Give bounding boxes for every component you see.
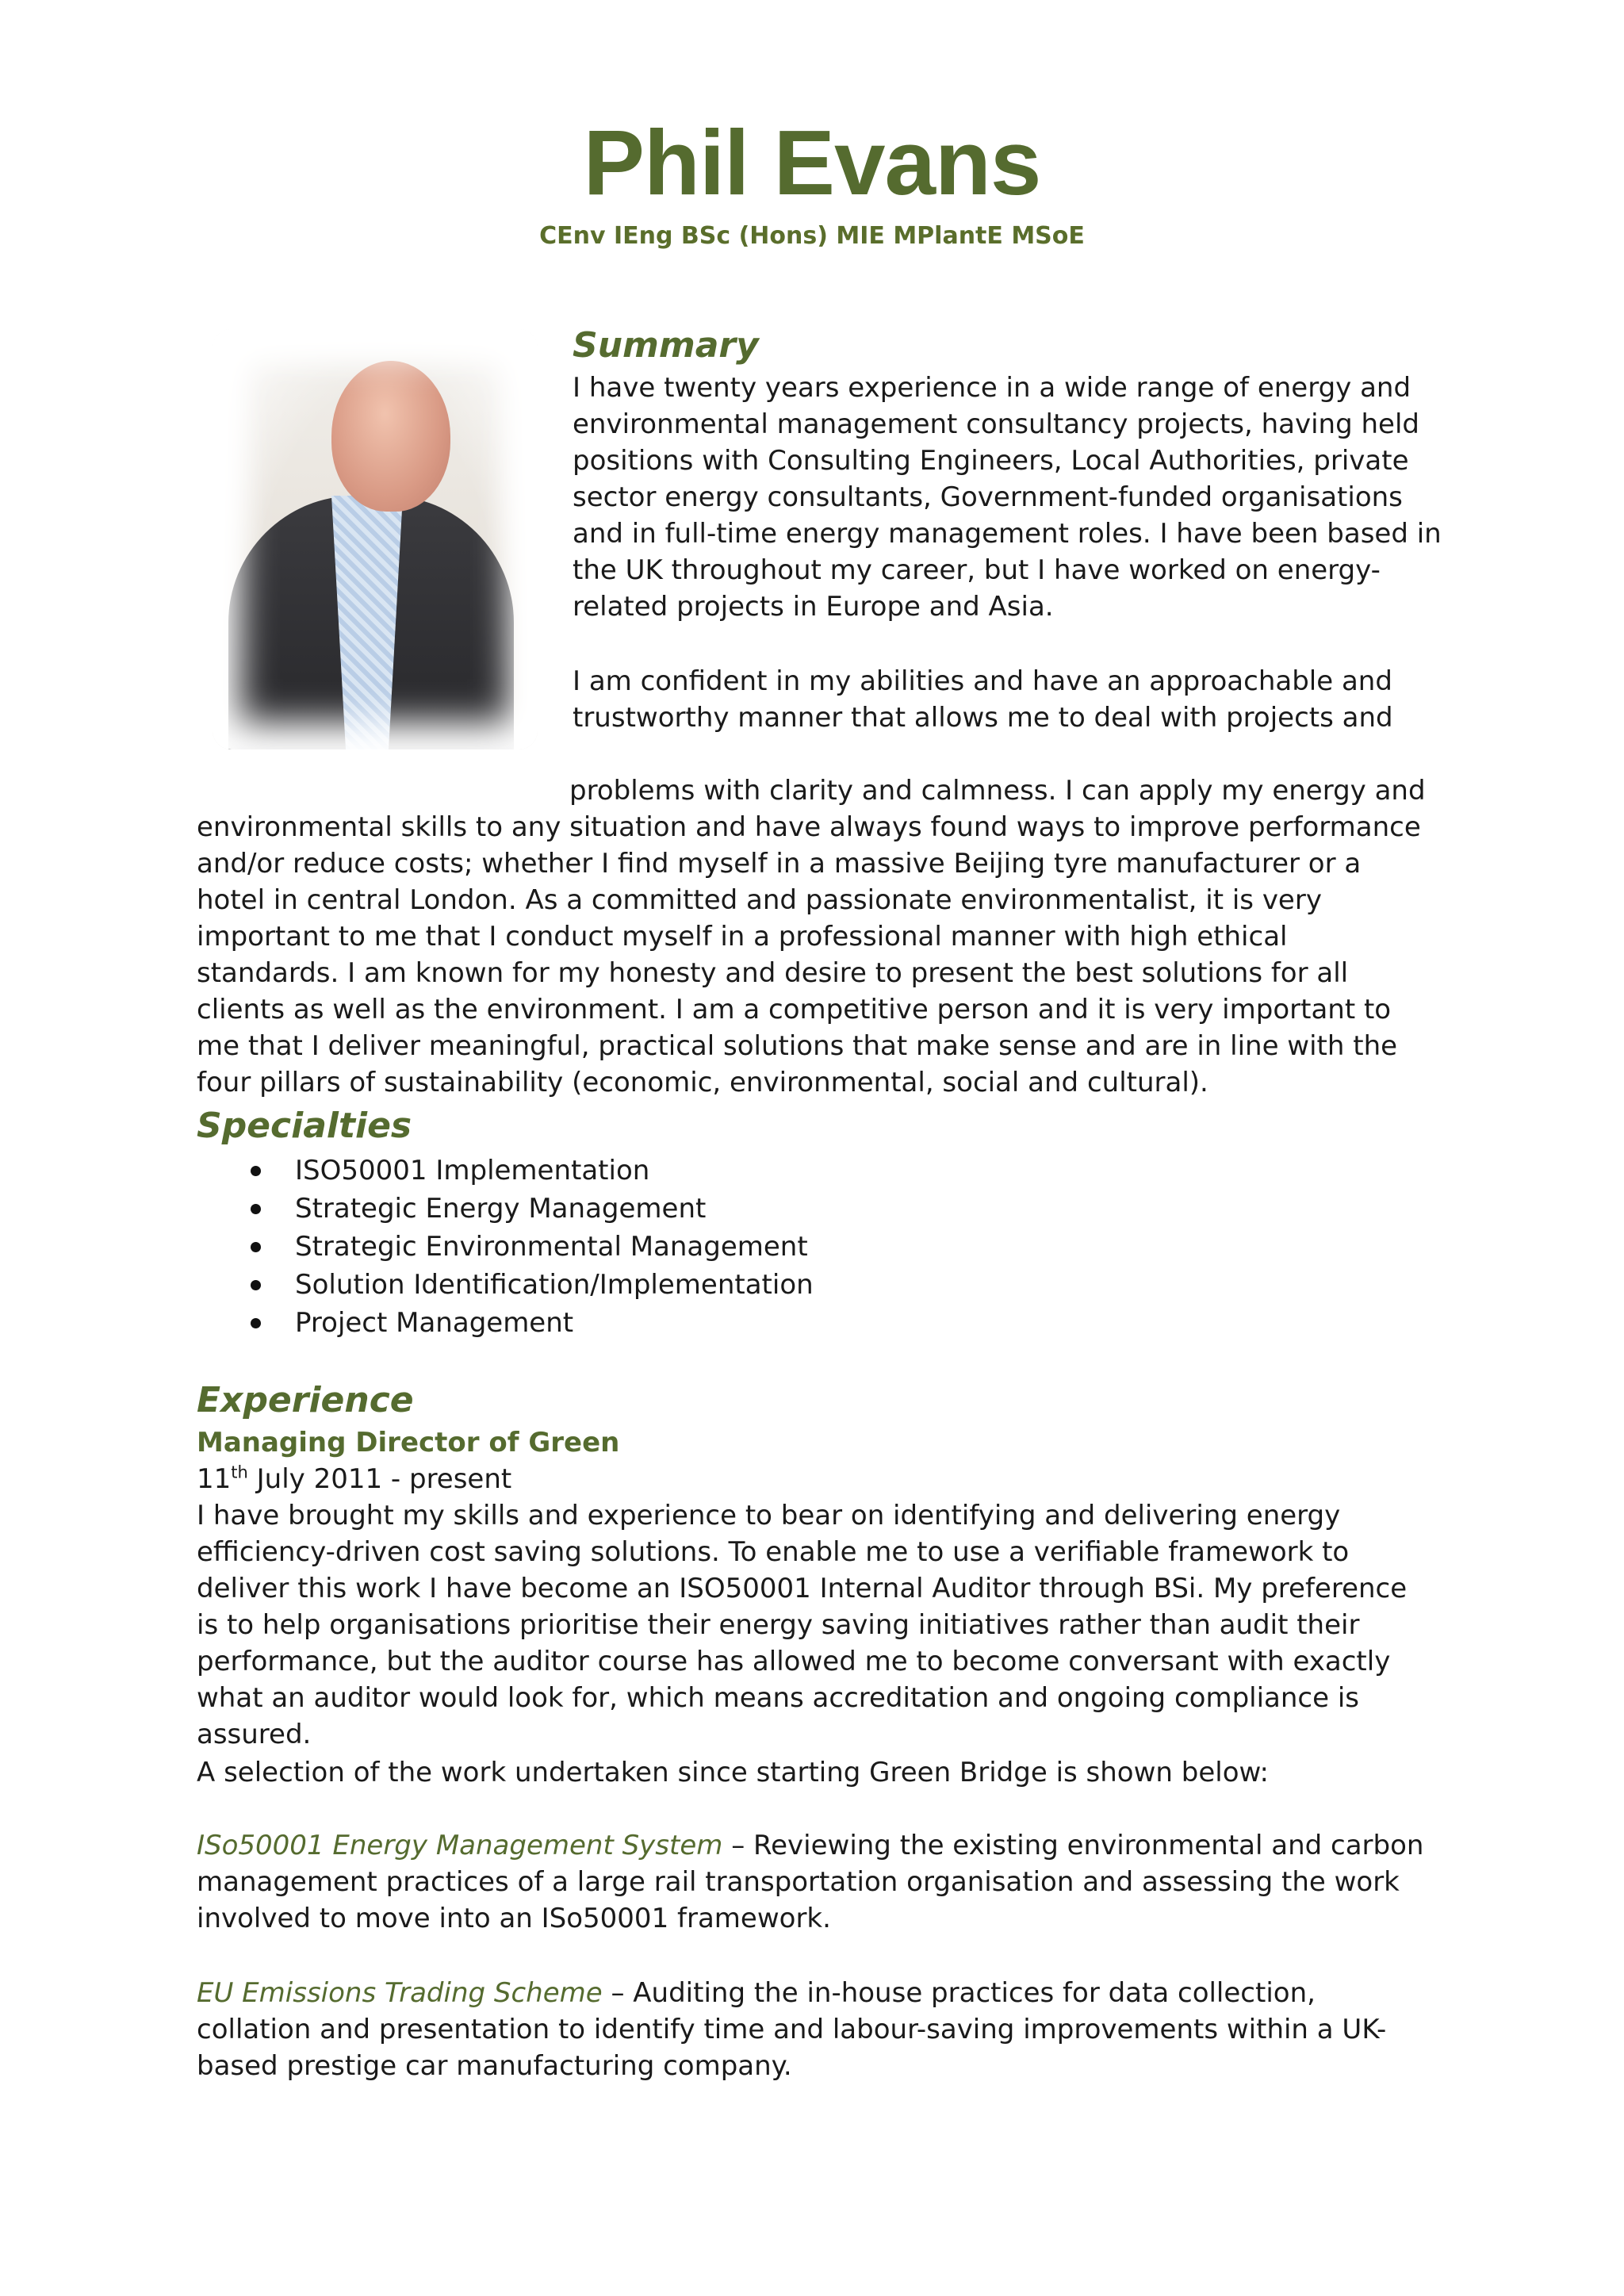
specialty-label: ISO50001 Implementation [295, 1155, 650, 1186]
specialty-label: Strategic Environmental Management [295, 1231, 808, 1263]
experience-heading: Experience [197, 1380, 414, 1420]
project-title: ISo50001 Energy Management System [197, 1830, 723, 1861]
specialties-list [197, 1152, 814, 1342]
list-item [197, 1152, 814, 1190]
summary-paragraph-2-wrap-line: problems with clarity and calmness. I can apply my energy and [569, 775, 1426, 807]
summary-paragraph-2-rest [197, 772, 1434, 1101]
summary-paragraph-1: I have twenty years experience in a wide range of energy and environmental management consultancy projects, having held positions with Consulting Engineers, Local Authorities, private sector energy consultants, Government-funded organisations and in full-time energy management roles. I have been based in the UK throughout my career, but I have worked on energy-related projects in Europe and Asia. [573, 372, 1442, 623]
specialty-label: Strategic Energy Management [295, 1193, 707, 1225]
person-name: Phil Evans [583, 111, 1041, 214]
job-date [197, 1461, 511, 1497]
bullet-icon [251, 1318, 261, 1328]
project-title: EU Emissions Trading Scheme [197, 1977, 603, 2009]
summary-heading: Summary [573, 325, 759, 366]
date-day: 11 [197, 1463, 232, 1495]
bullet-icon [251, 1242, 261, 1252]
photo-vignette [213, 329, 538, 749]
specialty-label: Project Management [295, 1307, 574, 1339]
selection-intro: A selection of the work undertaken since starting Green Bridge is shown below: [197, 1757, 1269, 1788]
list-item [197, 1228, 814, 1266]
date-suffix: th [231, 1462, 248, 1482]
date-rest: July 2011 - present [247, 1463, 512, 1495]
profile-photo [213, 329, 538, 749]
list-item [197, 1190, 814, 1228]
list-item [197, 1304, 814, 1342]
project-text: – Reviewing the existing environmental and carbon management practices of a large rail transportation organisation and assessing the work involved to move into an ISo50001 framework. [197, 1830, 1424, 1934]
bullet-icon [251, 1280, 261, 1290]
bullet-icon [251, 1166, 261, 1176]
summary-paragraph-2-body: environmental skills to any situation and have always found ways to improve performance and/or reduce costs; whether I find myself in a massive Beijing tyre manufacturer or a hotel in central London. As a committed and passionate environmentalist, it is very important to me that I conduct myself in a professional manner with high ethical standards. I am known for my honesty and desire to present the best solutions for all clients as well as the environment. I am a competitive person and it is very important to me that I deliver meaningful, practical solutions that make sense and are in line with the four pillars of sustainability (economic, environmental, social and cultural). [197, 811, 1421, 1098]
specialty-label: Solution Identification/Implementation [295, 1269, 814, 1301]
job-title: Managing Director of Green [197, 1427, 620, 1458]
job-description: I have brought my skills and experience to bear on identifying and delivering energy efficiency-driven cost saving solutions. To enable me to use a verifiable framework to deliver this work I have become an ISO50001 Internal Auditor through BSi. My preference is to help organisations prioritise their energy saving initiatives rather than audit their performance, but the auditor course has allowed me to become conversant with exactly what an auditor would look for, which means accreditation and ongoing compliance is assured. [197, 1500, 1408, 1750]
summary-paragraph-2-start: I am confident in my abilities and have an approachable and trustworthy manner that allows me to deal with projects and [573, 665, 1393, 734]
bullet-icon [251, 1204, 261, 1214]
list-item [197, 1266, 814, 1304]
project-text: – Auditing the in-house practices for data collection, collation and presentation to identify time and labour-saving improvements within a UK-based prestige car manufacturing company. [197, 1977, 1387, 2082]
credentials: CEnv IEng BSc (Hons) MIE MPlantE MSoE [539, 222, 1085, 250]
project-entry [197, 1975, 1434, 2084]
project-entry [197, 1827, 1434, 1937]
specialties-heading: Specialties [197, 1106, 412, 1146]
cv-header [0, 111, 1624, 252]
